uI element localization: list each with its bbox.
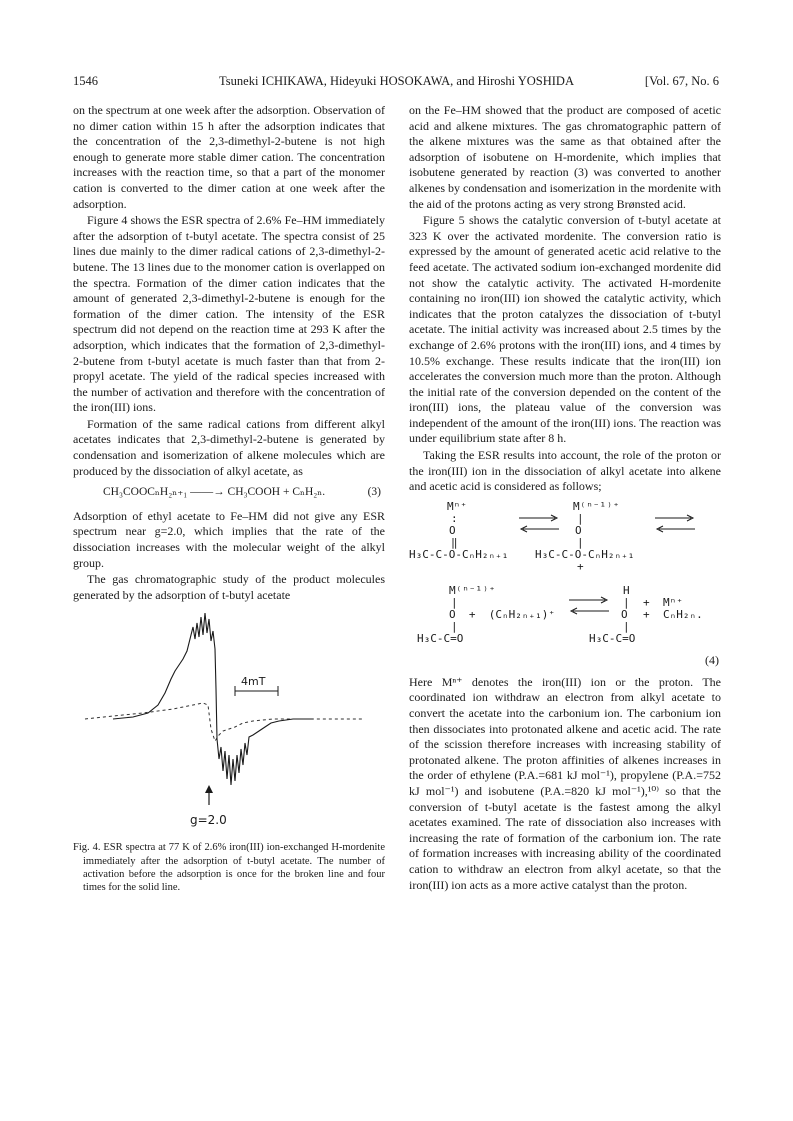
scheme-alkene: CₙH₂ₙ.: [663, 607, 703, 621]
equation-3: [73, 485, 385, 501]
scheme-plus: +: [643, 607, 650, 621]
page-number: 1546: [73, 74, 98, 88]
equilibrium-arrow: [653, 513, 697, 535]
g-marker-arrow-head: [205, 785, 213, 793]
scheme-bond: |: [451, 619, 458, 633]
paragraph: Adsorption of ethyl acetate to Fe–HM did not give any ESR spectrum near g=2.0, which implies that the rate of the dissociation increases with the molecular weight of the alkyl group.: [73, 508, 385, 570]
scheme-acetic-acid: H₃C-C=O: [589, 631, 636, 645]
equilibrium-arrow: [517, 513, 561, 535]
scheme-acetate: H₃C-C=O: [417, 631, 464, 645]
scheme-ester-cation: H₃C-C-O-CₙH₂ₙ₊₁: [535, 547, 635, 561]
scheme-bond: |: [577, 535, 584, 549]
reaction-scheme-4: [409, 499, 721, 669]
scheme-metal-ion: Mⁿ⁺: [447, 499, 467, 513]
equation-body: CH₃COOCₙH₂ₙ₊₁ ——→ CH₃COOH + CₙH₂ₙ.: [103, 486, 326, 499]
scheme-bond: |: [451, 595, 458, 609]
right-column: [409, 103, 721, 894]
scheme-double-bond: ‖: [451, 535, 458, 549]
figure-caption: Fig. 4. ESR spectra at 77 K of 2.6% iron(III) ion-exchanged H-mordenite immediately after the adsorption of t-butyl acetate. The number of activation before the adsorption is once for the broken line and four times for the solid line.: [73, 842, 385, 894]
scheme-metal-ion: Mⁿ⁺: [663, 595, 683, 609]
paragraph: on the Fe–HM showed that the product are composed of acetic acid and alkene mixtures. The gas chromatographic pattern of the alkene mixtures was the same as that obtained after the adsorption of isobutene on H-mordenite, which implies that isobutene generated by reaction (3) was converted to another alkenes by condensation and isomerization in the mordenite with the aid of the protons acting as very strong Brønsted acid.: [409, 103, 721, 211]
scheme-oxygen: O: [575, 523, 582, 537]
scheme-bond: |: [623, 595, 630, 609]
equilibrium-arrow: [567, 595, 611, 617]
volume-label: [Vol. 67, No. 6: [644, 74, 719, 88]
paragraph: Taking the ESR results into account, the role of the proton or the iron(III) ion in the dissociation of alkyl acetate into alkene and acetic acid is considered as follows;: [409, 448, 721, 494]
broken-line-spectrum: [85, 703, 363, 741]
esr-spectrum-plot: [73, 609, 385, 837]
scale-bar-label: 4mT: [241, 675, 266, 689]
running-header-authors: Tsuneki ICHIKAWA, Hideyuki HOSOKAWA, and Hiroshi YOSHIDA: [219, 74, 574, 88]
scheme-oxygen: O: [621, 607, 628, 621]
scheme-positive-charge: +: [577, 559, 584, 573]
paragraph: Figure 4 shows the ESR spectra of 2.6% Fe–HM immediately after the adsorption of t-butyl acetate. The spectra consist of 25 lines due mainly to the dimer radical cations of 2,3-dimethyl-2-butene. The 13 lines due to the monomer cation is overlapped on the spectra. Formation of the dimer cation indicates that the amount of generated 2,3-dimethyl-2-butene is enough for the formation of the dimer cation. The intensity of the ESR spectrum did not depend on the reaction time at 293 K after the adsorption, which indicates that the formation of 2,3-dimethyl-2-butene from t-butyl acetate is much faster than that from 2-propyl acetate. The yield of the radical species increased with the number of activation and therefore with the concentration of the iron(III) ions.: [73, 213, 385, 415]
scheme-bond: |: [577, 511, 584, 525]
scheme-bond: |: [623, 619, 630, 633]
scheme-reduced-metal: M⁽ⁿ⁻¹⁾⁺: [449, 583, 496, 597]
solid-line-spectrum: [113, 613, 313, 785]
left-column: [73, 103, 385, 894]
scheme-proton: H: [623, 583, 630, 597]
scheme-dots: :: [451, 511, 458, 525]
paragraph: Figure 5 shows the catalytic conversion of t-butyl acetate at 323 K over the activated mordenite. The conversion ratio is expressed by the amount of generated acetic acid relative to the feed acetate. The activated sodium ion-exchanged mordenite did not show the catalytic activity. The activated H-mordenite containing no iron(III) ion showed the catalytic activity, which indicates that the proton catalyzes the dissociation of t-butyl acetate. The initial activity was increased about 2.5 times by the exchange of 2.6% protons with the iron(III) ions, and 4 times by 10.5% exchange. These results indicate that the iron(III) ion accelerates the conversion much more than the proton. Although the initial rate of the conversion depended on the content of the iron(III) ions, the plateau value of the conversion was independent of the amount of the iron(III) ions. The reaction was under equilibrium state after 8 h.: [409, 213, 722, 446]
equation-number: (4): [705, 652, 719, 667]
paragraph: Here Mⁿ⁺ denotes the iron(III) ion or the proton. The coordinated ion withdraw an electron from alkyl acetate to convert the acetate into the carbonium ion. The carbonium ion then dissociates into protonated alkene and acetic acid. The rate of the scission therefore increases with increasing stability of protonated alkene. The proton affinities of alkenes increases in the order of ethylene (P.A.=681 kJ mol⁻¹), propylene (P.A.=752 kJ mol⁻¹) and isobutene (P.A.=820 kJ mol⁻¹),¹⁰⁾ so that the conversion of t-butyl acetate is the fastest among the alkyl acetates examined. The rate of dissociation also increases with increasing the rate of formation of the carbonium ion. The rate of formation increases with increasing ability of the coordinated cation to withdraw an electron from alkyl acetate, so that the iron(III) ion acts as a more active catalyst than the proton.: [409, 674, 721, 892]
scheme-oxygen: O: [449, 523, 456, 537]
esr-spectrum-figure: [73, 609, 385, 837]
equation-number: (3): [367, 486, 381, 499]
paragraph: on the spectrum at one week after the adsorption. Observation of no dimer cation within 15 h after the adsorption indicates that the concentration of the 2,3-dimethyl-2-butene is not high enough to generate more stable dimer cation. The concentration increases with the reaction time, so that a part of the monomer cation is converted to the dimer cation at one week after the adsorption.: [73, 103, 385, 211]
scheme-ester: H₃C-C-O-CₙH₂ₙ₊₁: [409, 547, 509, 561]
scheme-plus: +: [643, 595, 650, 609]
scheme-carbonium-pair: O + (CₙH₂ₙ₊₁)⁺: [449, 607, 555, 621]
g-value-label: g=2.0: [190, 813, 227, 828]
scheme-reduced-metal: M⁽ⁿ⁻¹⁾⁺: [573, 499, 620, 513]
paragraph: The gas chromatographic study of the product molecules generated by the adsorption of t-butyl acetate: [73, 572, 385, 602]
paragraph: Formation of the same radical cations from different alkyl acetates indicates that 2,3-dimethyl-2-butene is generated by condensation and isomerization of alkene molecules which are produced by the dissociation of alkyl acetate, as: [73, 416, 385, 478]
